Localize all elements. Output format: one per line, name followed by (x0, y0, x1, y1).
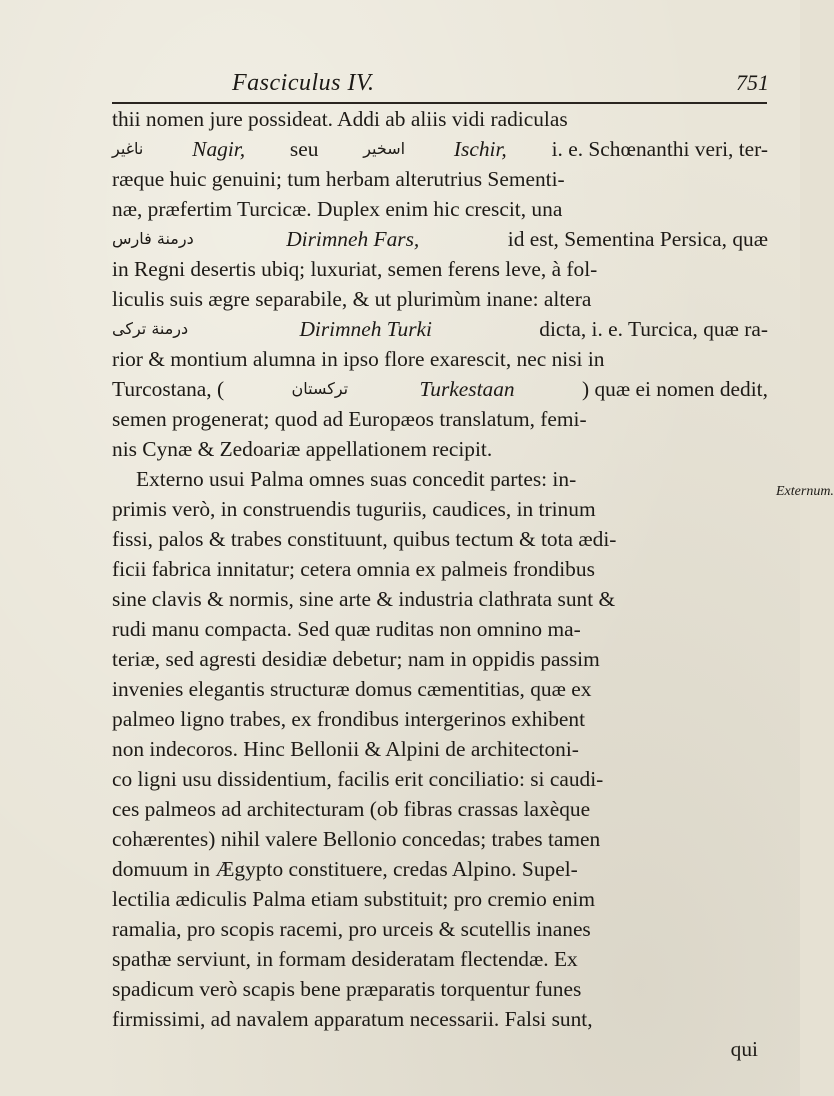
text-line-11: semen progenerat; quod ad Europæos translatum, femi- (112, 407, 587, 431)
text-fragment: i. e. Schœnanthi veri, ter- (551, 137, 768, 161)
text-line-28: ramalia, pro scopis racemi, pro urceis & scutellis inanes (112, 917, 591, 941)
text-fragment: id est, Sementina Persica, quæ (507, 227, 768, 251)
arabic-word: اسخير (363, 139, 406, 158)
text-line-9: rior & montium alumna in ipso flore exarescit, nec nisi in (112, 347, 605, 371)
text-line-7: liculis suis ægre separabile, & ut plurimùm inane: altera (112, 287, 592, 311)
body-text (112, 104, 768, 1064)
text-fragment: ) quæ ei nomen dedit, (582, 377, 768, 401)
text-line-24: ces palmeos ad architecturam (ob fibras crassas laxèque (112, 797, 591, 821)
arabic-word: ترکستان (291, 379, 349, 398)
text-line-12: nis Cynæ & Zedoariæ appellationem recipit. (112, 437, 493, 461)
text-line-6: in Regni desertis ubiq; luxuriat, semen ferens leve, à fol- (112, 257, 598, 281)
text-fragment: seu (289, 137, 319, 161)
text-line-15: fissi, palos & trabes constituunt, quibus tectum & tota ædi- (112, 527, 617, 551)
arabic-word: درمنة ترکی (112, 319, 189, 338)
text-line-13: Externo usui Palma omnes suas concedit partes: in- (136, 467, 577, 491)
text-fragment: Turcostana, ( (112, 377, 225, 401)
arabic-word: ناغير (112, 139, 144, 158)
text-line-30: spadicum verò scapis bene præparatis torquentur funes (112, 977, 582, 1001)
text-line-18: rudi manu compacta. Sed quæ ruditas non omnino ma- (112, 617, 581, 641)
text-line-5 (112, 224, 768, 254)
text-line-1: thii nomen jure possideat. Addi ab aliis vidi radiculas (112, 107, 568, 131)
text-line-22: non indecoros. Hinc Bellonii & Alpini de architectoni- (112, 737, 579, 761)
text-line-27: lectilia ædiculis Palma etiam substituit; pro cremio enim (112, 887, 595, 911)
italic-term: Ischir, (453, 137, 507, 161)
running-head: Fasciculus IV. (232, 70, 375, 96)
text-line-2 (112, 134, 768, 164)
text-line-26: domuum in Ægypto constituere, credas Alpino. Supel- (112, 857, 578, 881)
text-line-10 (112, 374, 768, 404)
italic-term: Dirimneh Fars, (286, 227, 420, 251)
text-line-16: ficii fabrica innitatur; cetera omnia ex palmeis frondibus (112, 557, 595, 581)
text-fragment: dicta, i. e. Turcica, quæ ra- (539, 317, 768, 341)
text-line-31: firmissimi, ad navalem apparatum necessarii. Falsi sunt, (112, 1007, 593, 1031)
italic-term: Dirimneh Turki (299, 317, 432, 341)
text-line-20: invenies elegantis structuræ domus cæmentitias, quæ ex (112, 677, 592, 701)
text-line-23: co ligni usu dissidentium, facilis erit conciliatio: si caudi- (112, 767, 604, 791)
text-line-19: teriæ, sed agresti desidiæ debetur; nam in oppidis passim (112, 647, 600, 671)
page-number: 751 (736, 70, 769, 95)
text-line-4: næ, præfertim Turcicæ. Duplex enim hic crescit, una (112, 197, 563, 221)
text-line-21: palmeo ligno trabes, ex frondibus intergerinos exhibent (112, 707, 586, 731)
italic-term: Nagir, (192, 137, 246, 161)
text-line-17: sine clavis & normis, sine arte & industria clathrata sunt & (112, 587, 616, 611)
arabic-word: درمنة فارس (112, 229, 194, 248)
text-line-14: primis verò, in construendis tuguriis, caudices, in trinum (112, 497, 596, 521)
text-line-29: spathæ serviunt, in formam desideratam flectendæ. Ex (112, 947, 578, 971)
catchword: qui (730, 1037, 758, 1061)
italic-term: Turkestaan (419, 377, 515, 401)
text-line-25: cohærentes) nihil valere Bellonio concedas; trabes tamen (112, 827, 601, 851)
text-line-8 (112, 314, 768, 344)
text-line-3: ræque huic genuini; tum herbam alterutrius Sementi- (112, 167, 565, 191)
margin-note: Externum. (776, 484, 834, 499)
